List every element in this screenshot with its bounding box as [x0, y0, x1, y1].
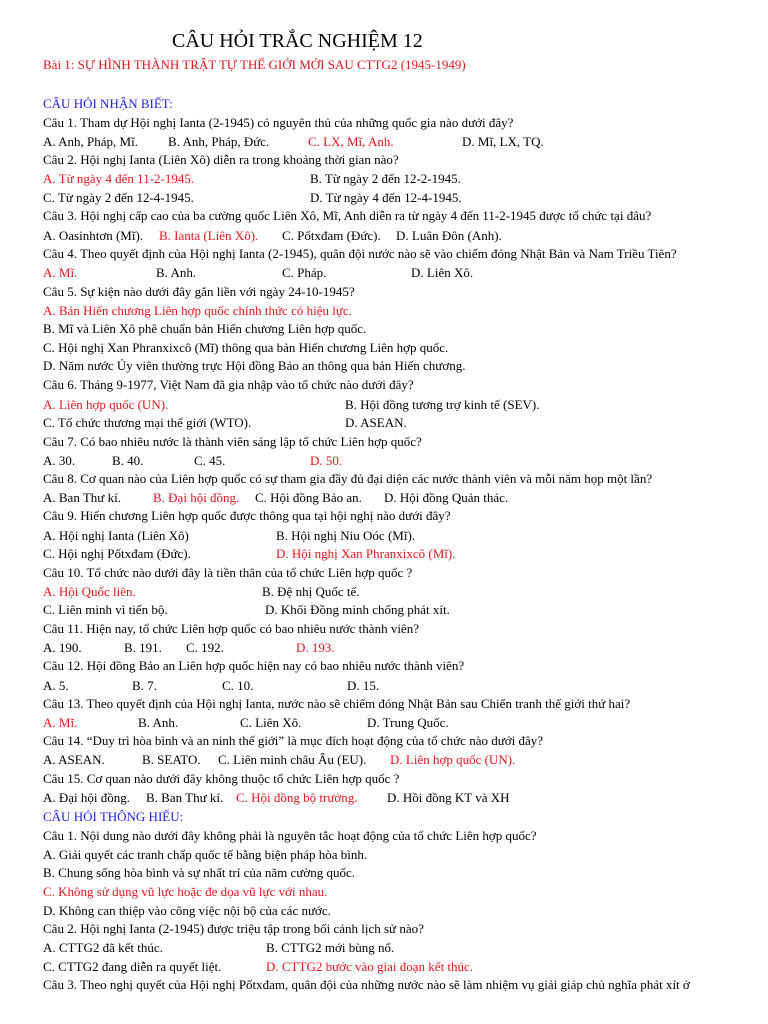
option-a: A. ASEAN. [43, 752, 105, 767]
option-a-correct: A. Hội Quốc liên. [43, 584, 136, 599]
option-c: C. 192. [186, 640, 224, 655]
option-a-correct: A. Mĩ. [43, 715, 78, 730]
option-c: C. Liên Xô. [240, 715, 302, 730]
option-a: A. 5. [43, 678, 69, 693]
option-c: C. Pháp. [282, 265, 327, 280]
lesson-heading: Bài 1: SỰ HÌNH THÀNH TRẬT TỰ THẾ GIỚI MỚI SAU CTTG2 (1945-1949) [43, 57, 466, 72]
option-d: D. Mĩ, LX, TQ. [462, 134, 544, 149]
option-a-correct: A. Từ ngày 4 đến 11-2-1945. [43, 171, 195, 186]
section-heading-thong-hieu: CÂU HỎI THÔNG HIỂU: [43, 809, 184, 824]
option-c-correct: C. Không sử dụng vũ lực hoặc đe dọa vũ lực với nhau. [43, 884, 328, 899]
option-d: D. 15. [347, 678, 380, 693]
option-d: D. Trung Quốc. [367, 715, 449, 730]
option-a-correct: A. Mĩ. [43, 265, 78, 280]
option-c: C. Hội nghị Pốtxđam (Đức). [43, 546, 191, 561]
option-c: C. Liên minh châu Âu (EU). [218, 752, 367, 767]
option-c: C. Tổ chức thương mại thế giới (WTO). [43, 415, 252, 430]
option-c: C. Từ ngày 2 đến 12-4-1945. [43, 190, 194, 205]
option-b: B. Ban Thư kí. [146, 790, 224, 805]
option-a: A. Anh, Pháp, Mĩ. [43, 134, 138, 149]
option-b-correct: B. Ianta (Liên Xô). [159, 228, 259, 243]
option-b: B. SEATO. [142, 752, 201, 767]
question-text: Câu 2. Hội nghị Ianta (Liên Xô) diễn ra trong khoảng thời gian nào? [43, 152, 399, 167]
question-text: Câu 5. Sự kiện nào dưới đây gắn liền với ngày 24-10-1945? [43, 284, 355, 299]
option-b: B. Từ ngày 2 đến 12-2-1945. [310, 171, 461, 186]
option-d-correct: D. Liên hợp quốc (UN). [390, 752, 516, 767]
option-c: C. Hội nghị Xan Phranxixcô (Mĩ) thông qua bản Hiến chương Liên hợp quốc. [43, 340, 449, 355]
question-text: Câu 3. Hội nghị cấp cao của ba cường quốc Liên Xô, Mĩ, Anh diễn ra từ ngày 4 đến 11-2-1945 được tổ chức tại đâu? [43, 208, 652, 223]
option-b-correct: B. Đại hội đồng. [153, 490, 240, 505]
question-text: Câu 1. Tham dự Hội nghị Ianta (2-1945) có nguyên thủ của những quốc gia nào dưới đây? [43, 115, 514, 130]
option-b: B. Chung sống hòa bình và sự nhất trí của năm cường quốc. [43, 865, 355, 880]
option-b: B. Hội đồng tương trợ kinh tế (SEV). [345, 397, 540, 412]
question-text: Câu 10. Tổ chức nào dưới đây là tiền thân của tổ chức Liên hợp quốc ? [43, 565, 413, 580]
option-a: A. CTTG2 đã kết thúc. [43, 940, 163, 955]
option-a-correct: A. Bản Hiến chương Liên hợp quốc chính thức có hiệu lực. [43, 303, 352, 318]
option-a: A. 30. [43, 453, 76, 468]
option-c: C. CTTG2 đang diễn ra quyết liệt. [43, 959, 222, 974]
option-a: A. Đại hội đồng. [43, 790, 131, 805]
option-d-correct: D. Hội nghị Xan Phranxixcô (Mĩ). [276, 546, 456, 561]
question-text: Câu 2. Hội nghị Ianta (2-1945) được triệu tập trong bối cảnh lịch sử nào? [43, 921, 424, 936]
option-b: B. Anh. [156, 265, 197, 280]
question-text: Câu 7. Có bao nhiêu nước là thành viên sáng lập tổ chức Liên hợp quốc? [43, 434, 422, 449]
option-b: B. Anh. [138, 715, 179, 730]
option-c: C. Liên minh vì tiến bộ. [43, 602, 168, 617]
option-a: A. Hội nghị Ianta (Liên Xô) [43, 528, 189, 543]
option-d: D. Hội đồng Quản thác. [384, 490, 509, 505]
question-text: Câu 1. Nội dung nào dưới đây không phải là nguyên tắc hoạt động của tổ chức Liên hợp quốc? [43, 828, 537, 843]
option-d: D. Khối Đồng minh chống phát xít. [265, 602, 450, 617]
option-a: A. Giải quyết các tranh chấp quốc tế bằng biện pháp hòa bình. [43, 847, 368, 862]
option-d: D. Hồi đồng KT và XH [387, 790, 510, 805]
option-c-correct: C. LX, Mĩ, Anh. [308, 134, 394, 149]
question-text: Câu 11. Hiện nay, tổ chức Liên hợp quốc có bao nhiêu nước thành viên? [43, 621, 419, 636]
option-b: B. Đệ nhị Quốc tế. [262, 584, 360, 599]
question-text: Câu 4. Theo quyết định của Hội nghị Ianta (2-1945), quân đội nước nào sẽ vào chiếm đóng Nhật Bản và Nam Triều Tiên? [43, 246, 677, 261]
page-title: CÂU HỎI TRẮC NGHIỆM 12 [172, 30, 423, 52]
question-text: Câu 3. Theo nghị quyết của Hội nghị Pốtxđam, quân đội của những nước nào sẽ làm nhiệm vụ giải giáp chủ nghĩa phát xít ở [43, 977, 690, 992]
option-b: B. Mĩ và Liên Xô phê chuẩn bản Hiến chương Liên hợp quốc. [43, 321, 367, 336]
option-b: B. 7. [132, 678, 157, 693]
option-d: D. Luân Đôn (Anh). [396, 228, 502, 243]
question-text: Câu 15. Cơ quan nào dưới đây không thuộc tổ chức Liên hợp quốc ? [43, 771, 400, 786]
option-c: C. Hội đồng Bảo an. [255, 490, 362, 505]
option-b: B. Hội nghị Niu Oóc (Mĩ). [276, 528, 416, 543]
option-c: C. 45. [194, 453, 226, 468]
option-c: C. 10. [222, 678, 254, 693]
option-d: D. ASEAN. [345, 415, 407, 430]
option-b: B. 40. [112, 453, 144, 468]
option-a: A. Oasinhtơn (Mĩ). [43, 228, 144, 243]
option-b: B. CTTG2 mới bùng nổ. [266, 940, 395, 955]
section-heading-nhan-biet: CÂU HỎI NHẬN BIẾT: [43, 96, 173, 111]
option-d: D. Không can thiệp vào công việc nội bộ của các nước. [43, 903, 331, 918]
option-a-correct: A. Liên hợp quốc (UN). [43, 397, 169, 412]
option-d: D. Từ ngày 4 đến 12-4-1945. [310, 190, 462, 205]
option-d-correct: D. 193. [296, 640, 335, 655]
option-c-correct: C. Hội đồng bộ trưởng. [236, 790, 358, 805]
question-text: Câu 8. Cơ quan nào của Liên hợp quốc có sự tham gia đầy đủ đại diện các nước thành viên và mỗi năm họp một lần? [43, 471, 653, 486]
question-text: Câu 14. “Duy trì hòa bình và an ninh thế giới” là mục đích hoạt động của tổ chức nào dưới đây? [43, 733, 544, 748]
option-a: A. Ban Thư kí. [43, 490, 121, 505]
option-d: D. Liên Xô. [411, 265, 474, 280]
option-b: B. 191. [124, 640, 162, 655]
option-a: A. 190. [43, 640, 82, 655]
question-text: Câu 13. Theo quyết định của Hội nghị Ianta, nước nào sẽ chiếm đóng Nhật Bản sau Chiến tranh thế giới thứ hai? [43, 696, 631, 711]
option-c: C. Pốtxđam (Đức). [282, 228, 381, 243]
option-d-correct: D. 50. [310, 453, 343, 468]
question-text: Câu 6. Tháng 9-1977, Việt Nam đã gia nhập vào tổ chức nào dưới đây? [43, 377, 414, 392]
question-text: Câu 12. Hội đồng Bảo an Liên hợp quốc hiện nay có bao nhiêu nước thành viên? [43, 658, 465, 673]
option-d: D. Năm nước Ủy viên thường trực Hội đồng Bảo an thông qua bản Hiến chương. [43, 358, 466, 373]
option-b: B. Anh, Pháp, Đức. [168, 134, 270, 149]
question-text: Câu 9. Hiến chương Liên hợp quốc được thông qua tại hội nghị nào dưới đây? [43, 508, 451, 523]
option-d-correct: D. CTTG2 bước vào giai đoạn kết thúc. [266, 959, 474, 974]
